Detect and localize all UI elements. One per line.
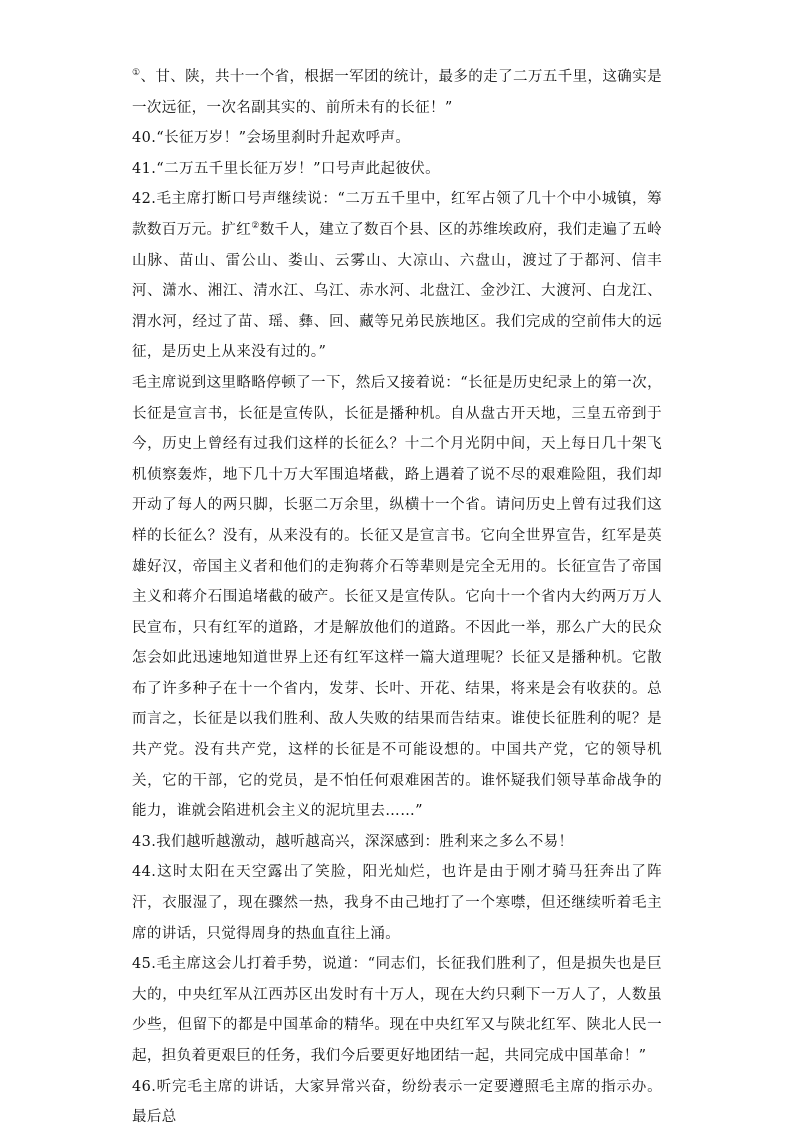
paragraph-45: 45.毛主席这会儿打着手势，说道：“同志们，长征我们胜利了，但是损失也是巨大的，中央红军从江西苏区出发时有十万人，现在大约只剩下一万人了，人数虽少些，但留下的都是中国革命的精华。现在中央红军又与陕北红军、陕北人民一起，担负着更艰巨的任务，我们今后要更好地团结一起，共同完成中国革命！” xyxy=(132,956,662,1064)
paragraph-46: 46.听完毛主席的讲话，大家异常兴奋，纷纷表示一定要遵照毛主席的指示办。最后总 xyxy=(132,1078,662,1126)
paragraph-40: 40.“长征万岁！”会场里刹时升起欢呼声。 xyxy=(132,130,411,147)
paragraph-42 xyxy=(132,184,662,368)
document-body xyxy=(132,62,662,1133)
paragraph-text: 、甘、陕，共十一个省，根据一军团的统计，最多的走了二万五千里，这确实是一次远征，一次名副其实的、前所未有的长征！” xyxy=(132,69,663,116)
paragraph-41: 41.“二万五千里长征万岁！”口号声此起彼伏。 xyxy=(132,160,441,177)
paragraph-text: 42.毛主席打断口号声继续说：“二万五千里中，红军占领了几十个中小城镇，筹款数百万元。扩红 xyxy=(132,191,662,238)
paragraph-43: 43.我们越听越激动，越听越高兴，深深感到：胜利来之多么不易！ xyxy=(132,833,574,850)
paragraph-intro xyxy=(132,62,662,123)
footnote-marker: ② xyxy=(251,221,260,232)
footnote-marker: ① xyxy=(132,68,141,79)
paragraph-42-continued: 毛主席说到这里略略停顿了一下，然后又接着说：“长征是历史纪录上的第一次，长征是宣言书，长征是宣传队，长征是播种机。自从盘古开天地，三皇五帝到于今，历史上曾经有过我们这样的长征么？十二个月光阴中间，天上每日几十架飞机侦察轰炸，地下几十万大军围追堵截，路上遇着了说不尽的艰难险阻，我们却开动了每人的两只脚，长驱二万余里，纵横十一个省。请问历史上曾有过我们这样的长征么？没有，从来没有的。长征又是宣言书。它向全世界宣告，红军是英雄好汉，帝国主义者和他们的走狗蒋介石等辈则是完全无用的。长征宣告了帝国主义和蒋介石围追堵截的破产。长征又是宣传队。它向十一个省内大约两万万人民宣布，只有红军的道路，才是解放他们的道路。不因此一举，那么广大的民众怎会如此迅速地知道世界上还有红军这样一篇大道理呢？长征又是播种机。它散布了许多种子在十一个省内，发芽、长叶、开花、结果，将来是会有收获的。总而言之，长征是以我们胜利、敌人失败的结果而告结束。谁使长征胜利的呢？是共产党。没有共产党，这样的长征是不可能设想的。中国共产党，它的领导机关，它的干部，它的党员，是不怕任何艰难困苦的。谁怀疑我们领导革命战争的能力，谁就会陷进机会主义的泥坑里去……” xyxy=(132,374,662,820)
paragraph-44: 44.这时太阳在天空露出了笑脸，阳光灿烂，也许是由于刚才骑马狂奔出了阵汗，衣服湿了，现在骤然一热，我身不由己地打了一个寒噤，但还继续听着毛主席的讲话，只觉得周身的热血直往上涌。 xyxy=(132,864,662,942)
paragraph-text-continued: 数千人，建立了数百个县、区的苏维埃政府，我们走遍了五岭山脉、苗山、雷公山、娄山、云雾山、大凉山、六盘山，渡过了于都河、信丰河、潇水、湘江、清水江、乌江、赤水河、北盘江、金沙江、大渡河、白龙江、渭水河，经过了苗、瑶、彝、回、藏等兄弟民族地区。我们完成的空前伟大的远征，是历史上从来没有过的。” xyxy=(132,221,662,361)
